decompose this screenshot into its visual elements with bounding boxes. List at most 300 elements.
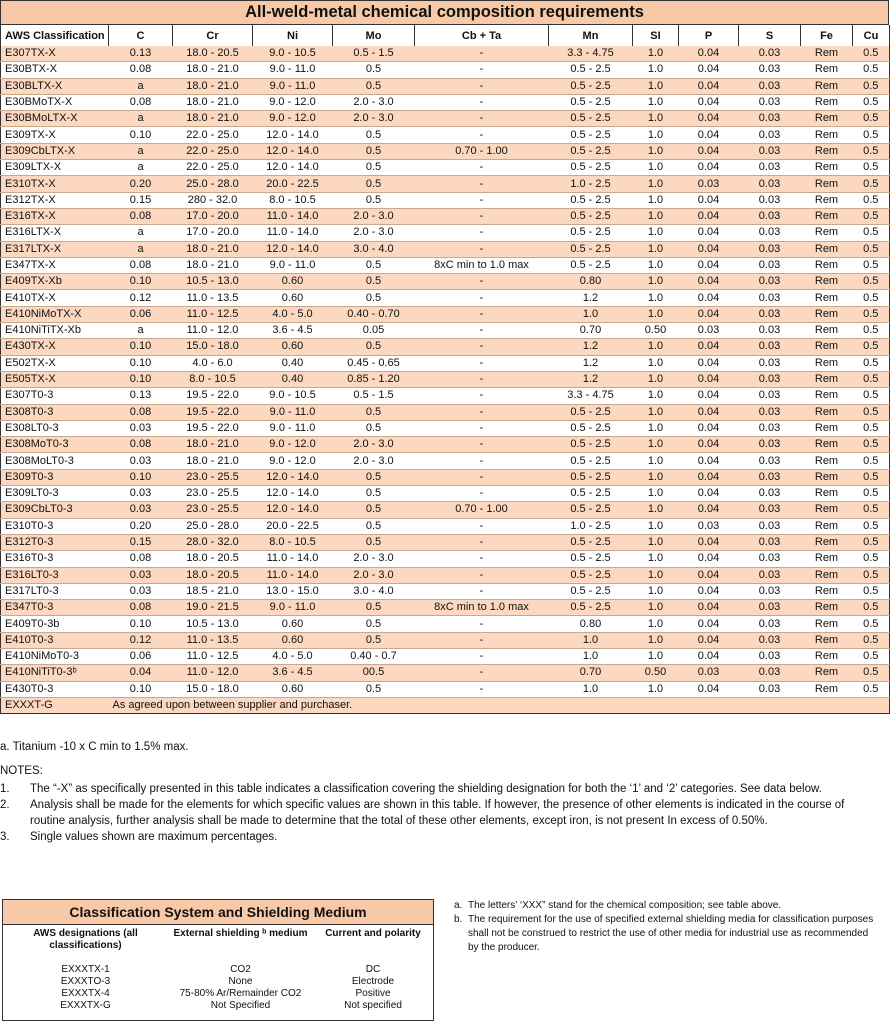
value-cell: 0.5 bbox=[333, 78, 415, 94]
value-cell: Rem bbox=[801, 160, 853, 176]
classification-cell: E317LT0-3 bbox=[1, 583, 109, 599]
value-cell: 0.5 bbox=[853, 94, 890, 110]
value-cell: 18.0 - 21.0 bbox=[173, 78, 253, 94]
value-cell: Rem bbox=[801, 290, 853, 306]
value-cell: 9.0 - 12.0 bbox=[253, 111, 333, 127]
value-cell: 1.0 bbox=[633, 551, 679, 567]
table-body bbox=[1, 46, 890, 714]
value-cell: Rem bbox=[801, 404, 853, 420]
value-cell: 2.0 - 3.0 bbox=[333, 94, 415, 110]
table-row bbox=[1, 94, 890, 110]
value-cell: Rem bbox=[801, 371, 853, 387]
column-header: Cu bbox=[853, 25, 890, 46]
note-item bbox=[0, 797, 880, 829]
current-polarity-header: Current and polarity bbox=[325, 928, 421, 939]
value-cell: 28.0 - 32.0 bbox=[173, 534, 253, 550]
classification-cell: E409TX-Xb bbox=[1, 274, 109, 290]
value-cell: 0.03 bbox=[739, 453, 801, 469]
value-cell: 0.04 bbox=[679, 225, 739, 241]
value-cell: 0.60 bbox=[253, 681, 333, 697]
value-cell: 0.40 - 0.70 bbox=[333, 306, 415, 322]
value-cell: 0.04 bbox=[679, 486, 739, 502]
value-cell: Rem bbox=[801, 486, 853, 502]
value-cell: - bbox=[415, 62, 549, 78]
value-cell: 0.70 bbox=[549, 665, 633, 681]
classification-cell: E347T0-3 bbox=[1, 600, 109, 616]
value-cell: 8.0 - 10.5 bbox=[253, 534, 333, 550]
value-cell: 4.0 - 5.0 bbox=[253, 306, 333, 322]
value-cell: 0.03 bbox=[739, 486, 801, 502]
classification-cell: E410NiTiTX-Xb bbox=[1, 323, 109, 339]
value-cell: Rem bbox=[801, 616, 853, 632]
side-note-label: b. bbox=[454, 914, 463, 925]
value-cell: 0.03 bbox=[739, 469, 801, 485]
value-cell: 0.5 bbox=[333, 160, 415, 176]
value-cell: 0.5 - 2.5 bbox=[549, 62, 633, 78]
aws-designations-list bbox=[3, 964, 168, 1012]
value-cell: Rem bbox=[801, 143, 853, 159]
value-cell: 1.0 bbox=[633, 62, 679, 78]
side-note-text: The letters’ ‘XXX” stand for the chemical composition; see table above. bbox=[468, 900, 782, 911]
classification-cell: E309TX-X bbox=[1, 127, 109, 143]
table-row bbox=[1, 192, 890, 208]
value-cell: 0.20 bbox=[109, 176, 173, 192]
value-cell: 11.0 - 12.5 bbox=[173, 306, 253, 322]
value-cell: 0.5 - 2.5 bbox=[549, 469, 633, 485]
value-cell: 0.03 bbox=[679, 665, 739, 681]
classification-cell: E310T0-3 bbox=[1, 518, 109, 534]
value-cell: - bbox=[415, 111, 549, 127]
value-cell: 2.0 - 3.0 bbox=[333, 437, 415, 453]
value-cell: 2.0 - 3.0 bbox=[333, 453, 415, 469]
value-cell: 0.60 bbox=[253, 616, 333, 632]
value-cell: 0.5 bbox=[853, 306, 890, 322]
value-cell: Rem bbox=[801, 632, 853, 648]
value-cell: Rem bbox=[801, 127, 853, 143]
classification-cell: E502TX-X bbox=[1, 355, 109, 371]
table-row bbox=[1, 274, 890, 290]
value-cell: 1.0 bbox=[633, 241, 679, 257]
table-row bbox=[1, 583, 890, 599]
value-cell: - bbox=[415, 339, 549, 355]
note-number: 2. bbox=[0, 799, 10, 811]
value-cell: - bbox=[415, 648, 549, 664]
value-cell: 9.0 - 11.0 bbox=[253, 78, 333, 94]
classification-cell: E410NiTiT0-3ᵇ bbox=[1, 665, 109, 681]
value-cell: 0.03 bbox=[109, 583, 173, 599]
value-cell: 17.0 - 20.0 bbox=[173, 208, 253, 224]
value-cell: 0.04 bbox=[679, 192, 739, 208]
notes-heading: NOTES: bbox=[0, 765, 43, 777]
value-cell: 0.5 bbox=[333, 290, 415, 306]
classification-cell: E312TX-X bbox=[1, 192, 109, 208]
value-cell: 0.03 bbox=[739, 127, 801, 143]
shielding-item: None bbox=[228, 976, 253, 987]
value-cell: 10.5 - 13.0 bbox=[173, 616, 253, 632]
value-cell: 0.04 bbox=[679, 94, 739, 110]
value-cell: 0.5 - 2.5 bbox=[549, 420, 633, 436]
value-cell: 22.0 - 25.0 bbox=[173, 127, 253, 143]
value-cell: 0.5 - 2.5 bbox=[549, 241, 633, 257]
value-cell: 0.04 bbox=[679, 241, 739, 257]
value-cell: 18.0 - 21.0 bbox=[173, 62, 253, 78]
value-cell: 0.04 bbox=[679, 371, 739, 387]
value-cell: - bbox=[415, 306, 549, 322]
value-cell: Rem bbox=[801, 46, 853, 62]
value-cell: 1.0 bbox=[633, 404, 679, 420]
value-cell: 0.5 bbox=[333, 404, 415, 420]
value-cell: 0.5 bbox=[853, 665, 890, 681]
table-row bbox=[1, 534, 890, 550]
value-cell: 0.5 bbox=[853, 371, 890, 387]
value-cell: 1.0 bbox=[633, 600, 679, 616]
value-cell: 0.5 bbox=[333, 127, 415, 143]
value-cell: 12.0 - 14.0 bbox=[253, 143, 333, 159]
value-cell: 18.0 - 21.0 bbox=[173, 111, 253, 127]
value-cell: 0.5 bbox=[333, 143, 415, 159]
value-cell: 0.03 bbox=[739, 551, 801, 567]
value-cell: 12.0 - 14.0 bbox=[253, 127, 333, 143]
classification-cell: E505TX-X bbox=[1, 371, 109, 387]
value-cell: 0.5 bbox=[853, 600, 890, 616]
value-cell: 18.5 - 21.0 bbox=[173, 583, 253, 599]
value-cell: 0.5 bbox=[333, 534, 415, 550]
classification-cell: E310TX-X bbox=[1, 176, 109, 192]
value-cell: 0.04 bbox=[679, 453, 739, 469]
value-cell: 0.45 - 0.65 bbox=[333, 355, 415, 371]
value-cell: Rem bbox=[801, 176, 853, 192]
classification-cell: E347TX-X bbox=[1, 257, 109, 273]
table-row bbox=[1, 176, 890, 192]
value-cell: 0.5 - 2.5 bbox=[549, 583, 633, 599]
value-cell: a bbox=[109, 111, 173, 127]
value-cell: 1.0 bbox=[633, 355, 679, 371]
classification-cell: E430TX-X bbox=[1, 339, 109, 355]
value-cell: 0.04 bbox=[679, 681, 739, 697]
value-cell: 0.5 bbox=[333, 486, 415, 502]
value-cell: 0.04 bbox=[679, 502, 739, 518]
value-cell: 0.40 bbox=[253, 355, 333, 371]
classification-cell: E316T0-3 bbox=[1, 551, 109, 567]
value-cell: 0.5 - 2.5 bbox=[549, 94, 633, 110]
value-cell: 0.08 bbox=[109, 94, 173, 110]
table-row bbox=[1, 46, 890, 62]
value-cell: 0.03 bbox=[739, 583, 801, 599]
value-cell: - bbox=[415, 469, 549, 485]
value-cell: 00.5 bbox=[333, 665, 415, 681]
value-cell: 18.0 - 20.5 bbox=[173, 567, 253, 583]
value-cell: 0.15 bbox=[109, 534, 173, 550]
value-cell: 0.5 bbox=[853, 208, 890, 224]
value-cell: 0.03 bbox=[739, 518, 801, 534]
value-cell: 0.5 bbox=[853, 551, 890, 567]
value-cell: 1.0 bbox=[633, 486, 679, 502]
value-cell: 22.0 - 25.0 bbox=[173, 143, 253, 159]
value-cell: 25.0 - 28.0 bbox=[173, 176, 253, 192]
value-cell: Rem bbox=[801, 78, 853, 94]
value-cell: 0.5 bbox=[853, 290, 890, 306]
value-cell: 9.0 - 11.0 bbox=[253, 600, 333, 616]
classification-cell: E430T0-3 bbox=[1, 681, 109, 697]
table-row bbox=[1, 632, 890, 648]
value-cell: 3.6 - 4.5 bbox=[253, 665, 333, 681]
value-cell: 1.0 bbox=[549, 632, 633, 648]
value-cell: - bbox=[415, 665, 549, 681]
shielding-item: 75-80% Ar/Remainder CO2 bbox=[179, 988, 302, 999]
value-cell: 0.5 bbox=[853, 534, 890, 550]
value-cell: Rem bbox=[801, 388, 853, 404]
note-text: The “-X” as specifically presented in this table indicates a classification covering the shielding designation for both the ‘1’ and ‘2’ categories. See data below. bbox=[30, 783, 822, 795]
value-cell: 0.5 bbox=[333, 257, 415, 273]
value-cell: Rem bbox=[801, 420, 853, 436]
table-row bbox=[1, 257, 890, 273]
value-cell: 1.0 bbox=[549, 648, 633, 664]
value-cell: 13.0 - 15.0 bbox=[253, 583, 333, 599]
value-cell: - bbox=[415, 371, 549, 387]
value-cell: - bbox=[415, 388, 549, 404]
table-row bbox=[1, 355, 890, 371]
table-row bbox=[1, 241, 890, 257]
value-cell: 0.5 bbox=[333, 420, 415, 436]
value-cell: 11.0 - 12.5 bbox=[173, 648, 253, 664]
value-cell: Rem bbox=[801, 339, 853, 355]
value-cell: 0.04 bbox=[109, 665, 173, 681]
value-cell: 0.03 bbox=[109, 486, 173, 502]
value-cell: - bbox=[415, 681, 549, 697]
value-cell: Rem bbox=[801, 192, 853, 208]
classification-cell: E30BLTX-X bbox=[1, 78, 109, 94]
value-cell: 0.04 bbox=[679, 62, 739, 78]
column-header: Cr bbox=[173, 25, 253, 46]
value-cell: 0.03 bbox=[739, 632, 801, 648]
value-cell: 0.5 bbox=[333, 274, 415, 290]
classification-cell: E309LTX-X bbox=[1, 160, 109, 176]
value-cell: 11.0 - 12.0 bbox=[173, 323, 253, 339]
value-cell: 0.03 bbox=[109, 420, 173, 436]
value-cell: 0.03 bbox=[739, 600, 801, 616]
value-cell: 0.03 bbox=[739, 208, 801, 224]
value-cell: Rem bbox=[801, 274, 853, 290]
value-cell: 0.04 bbox=[679, 420, 739, 436]
value-cell: Rem bbox=[801, 323, 853, 339]
table-row bbox=[1, 469, 890, 485]
value-cell: 0.03 bbox=[739, 111, 801, 127]
table-row bbox=[1, 208, 890, 224]
value-cell: - bbox=[415, 94, 549, 110]
value-cell: 15.0 - 18.0 bbox=[173, 339, 253, 355]
value-cell: 1.0 bbox=[633, 583, 679, 599]
value-cell: 9.0 - 12.0 bbox=[253, 453, 333, 469]
value-cell: 0.5 - 2.5 bbox=[549, 160, 633, 176]
value-cell: 0.04 bbox=[679, 257, 739, 273]
value-cell: 11.0 - 14.0 bbox=[253, 567, 333, 583]
column-header: S bbox=[739, 25, 801, 46]
value-cell: Rem bbox=[801, 355, 853, 371]
shielding-list bbox=[168, 964, 313, 1012]
value-cell: 9.0 - 11.0 bbox=[253, 62, 333, 78]
table-row bbox=[1, 616, 890, 632]
value-cell: 1.0 bbox=[633, 469, 679, 485]
value-cell: 3.0 - 4.0 bbox=[333, 241, 415, 257]
note-number: 3. bbox=[0, 831, 10, 843]
value-cell: 0.03 bbox=[739, 534, 801, 550]
value-cell: 0.5 - 1.5 bbox=[333, 46, 415, 62]
value-cell: 0.04 bbox=[679, 111, 739, 127]
value-cell: 0.5 bbox=[853, 111, 890, 127]
value-cell: 1.0 bbox=[633, 371, 679, 387]
column-header: Fe bbox=[801, 25, 853, 46]
classification-cell: E308T0-3 bbox=[1, 404, 109, 420]
shielding-item: Not Specified bbox=[210, 1000, 271, 1011]
value-cell: 0.03 bbox=[739, 567, 801, 583]
value-cell: 0.5 bbox=[853, 648, 890, 664]
value-cell: 8xC min to 1.0 max bbox=[415, 600, 549, 616]
value-cell: 1.2 bbox=[549, 339, 633, 355]
value-cell: 1.0 bbox=[633, 502, 679, 518]
value-cell: 3.0 - 4.0 bbox=[333, 583, 415, 599]
value-cell: 0.5 bbox=[853, 616, 890, 632]
value-cell: 0.60 bbox=[253, 290, 333, 306]
value-cell: 0.04 bbox=[679, 648, 739, 664]
value-cell: 12.0 - 14.0 bbox=[253, 486, 333, 502]
value-cell: 0.70 - 1.00 bbox=[415, 502, 549, 518]
classification-cell: E308MoT0-3 bbox=[1, 437, 109, 453]
value-cell: 9.0 - 12.0 bbox=[253, 437, 333, 453]
value-cell: 0.13 bbox=[109, 46, 173, 62]
value-cell: 0.04 bbox=[679, 78, 739, 94]
table-row bbox=[1, 371, 890, 387]
classification-cell: E30BMoLTX-X bbox=[1, 111, 109, 127]
note-text: Single values shown are maximum percentages. bbox=[30, 831, 278, 843]
column-header: SI bbox=[633, 25, 679, 46]
value-cell: 0.03 bbox=[739, 502, 801, 518]
value-cell: 0.5 bbox=[853, 143, 890, 159]
value-cell: 1.0 - 2.5 bbox=[549, 518, 633, 534]
value-cell: 0.5 - 1.5 bbox=[333, 388, 415, 404]
value-cell: 0.40 bbox=[253, 371, 333, 387]
classification-cell: E308LT0-3 bbox=[1, 420, 109, 436]
value-cell: 18.0 - 21.0 bbox=[173, 453, 253, 469]
value-cell: 1.0 bbox=[633, 257, 679, 273]
value-cell: 0.5 bbox=[333, 632, 415, 648]
value-cell: 0.08 bbox=[109, 551, 173, 567]
designation-item: EXXXTO-3 bbox=[60, 976, 111, 987]
value-cell: 0.5 - 2.5 bbox=[549, 111, 633, 127]
value-cell: - bbox=[415, 355, 549, 371]
value-cell: 0.5 bbox=[333, 192, 415, 208]
value-cell: Rem bbox=[801, 453, 853, 469]
table-row bbox=[1, 127, 890, 143]
value-cell: 0.40 - 0.7 bbox=[333, 648, 415, 664]
table-row bbox=[1, 388, 890, 404]
value-cell: 8.0 - 10.5 bbox=[253, 192, 333, 208]
value-cell: 0.5 bbox=[853, 160, 890, 176]
value-cell: 11.0 - 14.0 bbox=[253, 208, 333, 224]
value-cell: 0.5 - 2.5 bbox=[549, 192, 633, 208]
value-cell: - bbox=[415, 583, 549, 599]
value-cell: 0.60 bbox=[253, 274, 333, 290]
value-cell: 0.03 bbox=[739, 339, 801, 355]
value-cell: Rem bbox=[801, 567, 853, 583]
value-cell: - bbox=[415, 208, 549, 224]
value-cell: 0.04 bbox=[679, 534, 739, 550]
table-row bbox=[1, 306, 890, 322]
designation-item: EXXXTX-G bbox=[60, 1000, 111, 1011]
value-cell: a bbox=[109, 241, 173, 257]
value-cell: 0.04 bbox=[679, 127, 739, 143]
value-cell: 0.60 bbox=[253, 632, 333, 648]
header-row bbox=[1, 25, 890, 46]
value-cell: 0.03 bbox=[679, 323, 739, 339]
column-header: AWS Classification bbox=[1, 25, 109, 46]
value-cell: 0.03 bbox=[109, 453, 173, 469]
value-cell: Rem bbox=[801, 208, 853, 224]
value-cell: - bbox=[415, 437, 549, 453]
value-cell: Rem bbox=[801, 437, 853, 453]
value-cell: - bbox=[415, 404, 549, 420]
table-row bbox=[1, 551, 890, 567]
value-cell: 1.0 - 2.5 bbox=[549, 176, 633, 192]
table-row bbox=[1, 600, 890, 616]
value-cell: 1.0 bbox=[633, 208, 679, 224]
value-cell: 3.6 - 4.5 bbox=[253, 323, 333, 339]
value-cell: - bbox=[415, 632, 549, 648]
value-cell: 0.04 bbox=[679, 469, 739, 485]
value-cell: 1.0 bbox=[633, 143, 679, 159]
value-cell: 1.0 bbox=[633, 648, 679, 664]
value-cell: 9.0 - 10.5 bbox=[253, 46, 333, 62]
value-cell: 1.0 bbox=[633, 274, 679, 290]
value-cell: 1.2 bbox=[549, 371, 633, 387]
value-cell: 1.0 bbox=[633, 192, 679, 208]
value-cell: 22.0 - 25.0 bbox=[173, 160, 253, 176]
value-cell: Rem bbox=[801, 94, 853, 110]
value-cell: 19.5 - 22.0 bbox=[173, 420, 253, 436]
value-cell: 1.0 bbox=[633, 78, 679, 94]
value-cell: - bbox=[415, 567, 549, 583]
value-cell: - bbox=[415, 241, 549, 257]
value-cell: - bbox=[415, 323, 549, 339]
value-cell: 11.0 - 12.0 bbox=[173, 665, 253, 681]
value-cell: 0.04 bbox=[679, 551, 739, 567]
value-cell: - bbox=[415, 127, 549, 143]
value-cell: Rem bbox=[801, 600, 853, 616]
aws-designations-header: AWS designations (all classifications) bbox=[33, 928, 138, 951]
value-cell: 1.0 bbox=[633, 160, 679, 176]
value-cell: 4.0 - 5.0 bbox=[253, 648, 333, 664]
value-cell: 9.0 - 10.5 bbox=[253, 388, 333, 404]
value-cell: 0.03 bbox=[739, 371, 801, 387]
value-cell: 1.0 bbox=[549, 681, 633, 697]
classification-cell: E410NiMoTX-X bbox=[1, 306, 109, 322]
value-cell: 0.03 bbox=[739, 306, 801, 322]
value-cell: 12.0 - 14.0 bbox=[253, 241, 333, 257]
value-cell: - bbox=[415, 420, 549, 436]
classification-cell: E410TX-X bbox=[1, 290, 109, 306]
value-cell: 0.03 bbox=[739, 192, 801, 208]
value-cell: 0.5 - 2.5 bbox=[549, 437, 633, 453]
value-cell: 0.03 bbox=[739, 176, 801, 192]
value-cell: 0.5 bbox=[853, 257, 890, 273]
classification-cell: E308MoLT0-3 bbox=[1, 453, 109, 469]
value-cell: 0.04 bbox=[679, 339, 739, 355]
value-cell: Rem bbox=[801, 502, 853, 518]
value-cell: - bbox=[415, 534, 549, 550]
value-cell: 0.5 - 2.5 bbox=[549, 208, 633, 224]
value-cell: a bbox=[109, 143, 173, 159]
value-cell: 0.03 bbox=[739, 437, 801, 453]
value-cell: - bbox=[415, 225, 549, 241]
